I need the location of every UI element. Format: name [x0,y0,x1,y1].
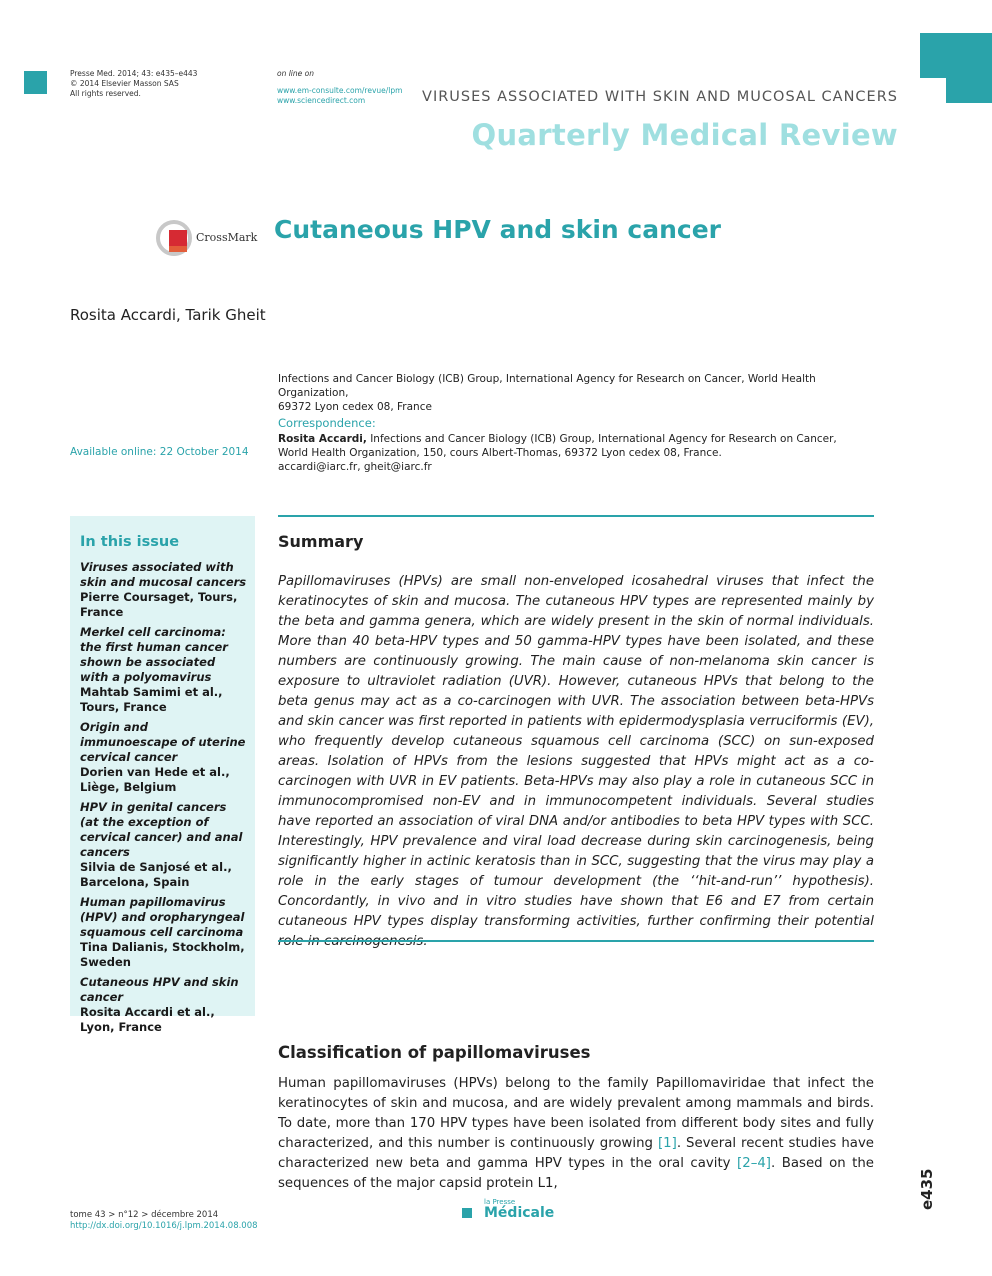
classification-text-c: . Based on the sequences of the major capsid protein L1, [278,1156,874,1191]
summary-heading: Summary [278,532,364,551]
issue-item-author: Tina Dalianis, Stockholm, Sweden [80,940,245,969]
summary-text: Papillomaviruses (HPVs) are small non-enveloped icosahedral viruses that infect the keratinocytes of skin and mucosa. The cutaneous HPV types are represented mainly by the beta and gamma genera, which are widely present in the skin of normal individuals. More than 40 beta-HPV types and 50 gamma-HPV types have been isolated, and these numbers are continuously growing. The main cause of non-melanoma skin cancer is exposure to ultraviolet radiation (UVR). However, cutaneous HPVs that belong to the beta genus may act as a co-carcinogen with UVR. The association between beta-HPVs and skin cancer was first reported in patients with epidermodysplasia verruciformis (EV), who frequently develop cutaneous squamous cell carcinoma (SCC) on sun-exposed areas. Isolation of HPVs from the lesions suggested that HPVs might act as a co-carcinogen with UVR in EV patients. Beta-HPVs may also play a role in cutaneous SCC in immunocompromised non-EV and in immunocompetent individuals. Several studies have reported an association of viral DNA and/or antibodies to beta HPV types with SCC. Interestingly, HPV prevalence and viral load decrease during skin carcinogenesis, being significantly higher in actinic keratosis than in SCC, suggesting that the virus may play a role in the early stages of tumour development (the ‘‘hit-and-run’’ hypothesis). Concordantly, in vivo and in vitro studies have shown that E6 and E7 from certain cutaneous HPV types display transforming activities, further confirming their potential [278,574,874,929]
issue-item-author: Dorien van Hede et al., Liège, Belgium [80,765,230,794]
issue-item-title: Merkel cell carcinoma: the first human cancer shown be associated with a polyomavirus [80,625,228,684]
issue-item[interactable] [80,895,247,970]
article-title: Cutaneous HPV and skin cancer [274,215,722,244]
journal-logo [462,1198,572,1224]
reference-link-2-4[interactable]: [2–4] [737,1156,771,1171]
correspondence-line-2: World Health Organization, 150, cours Albert-Thomas, 69372 Lyon cedex 08, France. [278,447,722,459]
affiliation-line-2: 69372 Lyon cedex 08, France [278,401,432,413]
issue-item-author: Mahtab Samimi et al., Tours, France [80,685,223,714]
reference-link-1[interactable]: [1] [657,1136,677,1151]
issue-item[interactable] [80,625,247,715]
classification-text-b: . Several recent studies have characterized new beta and gamma HPV types in the oral cavity [278,1136,874,1171]
correspondence-label: Correspondence: [278,416,376,430]
available-online-date: Available online: 22 October 2014 [70,446,249,458]
classification-text-a: Human papillomaviruses (HPVs) belong to the family Papillomaviridae that infect the keratinocytes of skin and mucosa, and are widely prevalent among mammals and birds. To date, more than 170 HPV types have been isolated from different body sites and fully characterized, and this number is continuously growing [278,1076,874,1151]
correspondence-name: Rosita Accardi, [278,433,367,445]
doi-link[interactable]: http://dx.doi.org/10.1016/j.lpm.2014.08.008 [70,1221,258,1231]
issue-item-title: Viruses associated with skin and mucosal cancers [80,560,247,589]
crossmark-icon [156,220,192,256]
issue-item-author: Rosita Accardi et al., Lyon, France [80,1005,215,1034]
online-info [277,69,402,106]
header-square-mark [24,71,47,94]
issue-item-title: HPV in genital cancers (at the exception of cervical cancer) and anal cancers [80,800,243,859]
sidebar-title: In this issue [80,534,180,550]
footer-info [70,1210,258,1232]
logo-square-icon [462,1208,472,1218]
sciencedirect-link[interactable]: www.sciencedirect.com [277,96,366,105]
affiliation-line-1: Infections and Cancer Biology (ICB) Group, International Agency for Research on Cancer, World Health Organization, [278,373,816,399]
issue-item-title: Cutaneous HPV and skin cancer [80,975,239,1004]
correspondence-details [278,432,868,474]
summary-bottom-rule [278,940,874,942]
crossmark-label: CrossMark [196,231,258,244]
correspondence-emails[interactable]: accardi@iarc.fr, gheit@iarc.fr [278,461,432,473]
page-number [918,1168,958,1218]
issue-item[interactable] [80,800,247,890]
in-this-issue-sidebar [70,516,255,1034]
page-number-text: e435 [918,1168,936,1210]
corner-decoration [920,33,992,103]
issue-item-author: Silvia de Sanjosé et al., Barcelona, Spain [80,860,232,889]
issue-item-title: Origin and immunoescape of uterine cervical cancer [80,720,246,764]
correspondence-line-1: Infections and Cancer Biology (ICB) Group, International Agency for Research on Cancer, [366,433,837,445]
issue-item-author: Pierre Coursaget, Tours, France [80,590,238,619]
classification-text [278,1074,874,1194]
journal-info [70,69,197,99]
classification-heading: Classification of papillomaviruses [278,1043,591,1062]
journal-citation: Presse Med. 2014; 43: e435–e443 [70,69,198,78]
online-label: on line on [277,69,314,78]
journal-copyright: © 2014 Elsevier Masson SAS [70,79,179,88]
summary-top-rule [278,515,874,517]
crossmark-badge[interactable] [156,220,256,258]
em-consulte-link[interactable]: www.em-consulte.com/revue/lpm [277,86,403,95]
affiliation [278,372,868,414]
section-header: VIRUSES ASSOCIATED WITH SKIN AND MUCOSAL CANCERS [422,89,898,105]
article-authors: Rosita Accardi, Tarik Gheit [70,306,266,324]
journal-rights: All rights reserved. [70,89,141,98]
issue-item[interactable] [80,720,247,795]
issue-item-title: Human papillomavirus (HPV) and oropharyngeal squamous cell carcinoma [80,895,245,939]
issue-item[interactable] [80,560,247,620]
issue-item[interactable] [80,975,247,1035]
footer-issue: tome 43 > n°12 > décembre 2014 [70,1210,219,1220]
crossmark-flag-icon [169,230,187,252]
logo-main-text: Médicale [484,1205,555,1221]
series-title: Quarterly Medical Review [471,118,898,152]
logo-small-text: la Presse [484,1198,516,1206]
